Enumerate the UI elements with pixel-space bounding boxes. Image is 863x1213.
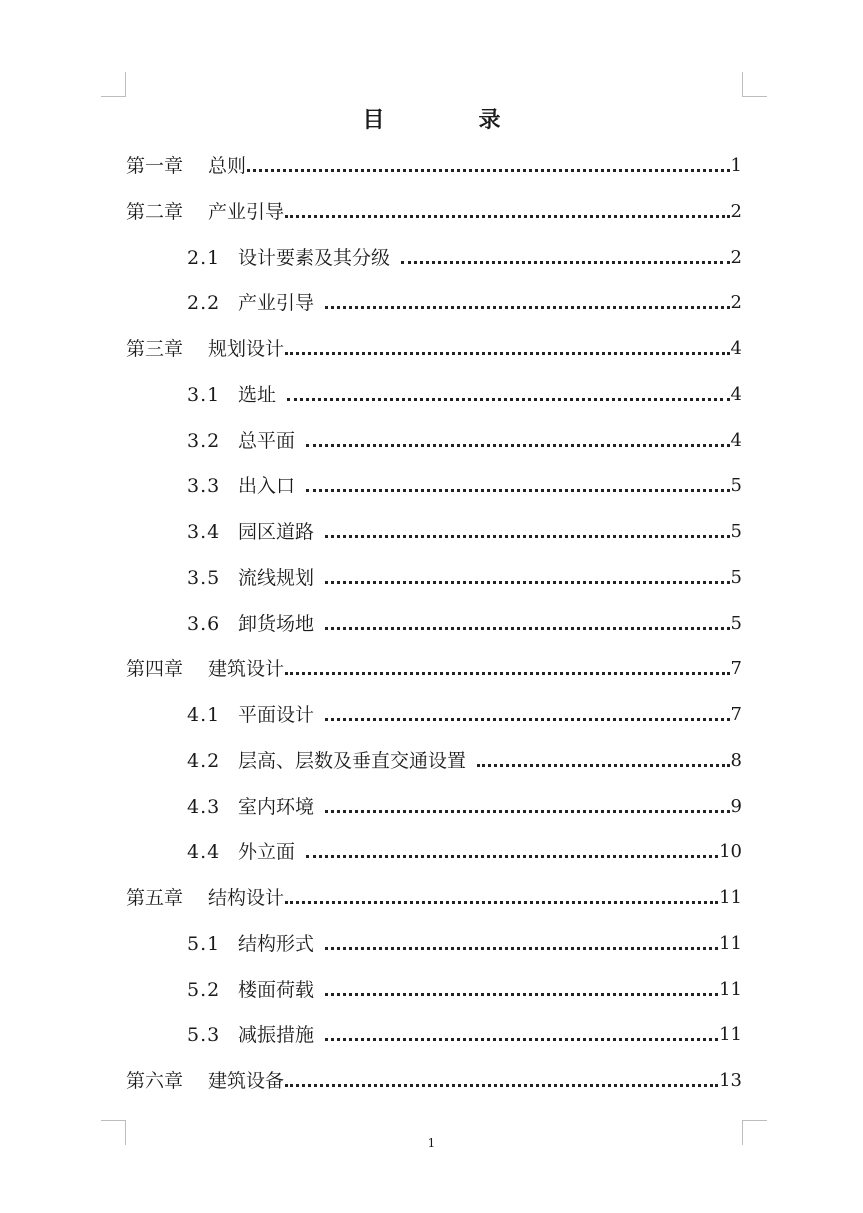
toc-entry-page: 11 — [719, 887, 742, 908]
toc-entry-page: 8 — [730, 749, 742, 771]
toc-entry[interactable] — [187, 743, 742, 773]
toc-entry-label: 总则 — [208, 155, 247, 177]
toc-dot-leader — [306, 489, 730, 492]
toc-dot-leader — [285, 215, 730, 218]
toc-dot-leader — [477, 764, 730, 767]
toc-dot-leader — [325, 627, 730, 630]
toc-entry-label: 卸货场地 — [238, 612, 315, 635]
toc-entry[interactable] — [187, 606, 742, 636]
toc-entry-label: 园区道路 — [238, 521, 315, 543]
toc-entry-label: 层高、层数及垂直交通设置 — [238, 749, 467, 772]
toc-dot-leader — [306, 444, 730, 447]
toc-entry[interactable] — [187, 926, 742, 956]
toc-entry[interactable] — [187, 560, 742, 590]
toc-entry-page: 11 — [719, 932, 742, 954]
toc-entry-number: 2.2 — [187, 292, 221, 315]
toc-dot-leader — [325, 1038, 718, 1041]
toc-entry-page: 13 — [719, 1070, 742, 1091]
toc-entry-number: 3.5 — [187, 566, 221, 589]
toc-entry-number: 3.6 — [187, 612, 221, 635]
toc-entry[interactable] — [187, 972, 742, 1002]
toc-entry-number: 第五章 — [126, 887, 184, 909]
toc-entry[interactable] — [126, 148, 742, 178]
toc-entry-number: 5.3 — [187, 1024, 221, 1047]
toc-dot-leader — [325, 947, 718, 950]
toc-entry-page: 4 — [730, 383, 742, 405]
toc-entry-number: 3.4 — [187, 521, 221, 543]
toc-dot-leader — [325, 306, 730, 309]
toc-entry[interactable] — [187, 514, 742, 544]
toc-entry[interactable] — [126, 194, 742, 224]
toc-entry-number: 4.4 — [187, 841, 221, 864]
toc-entry-label: 出入口 — [238, 475, 296, 498]
toc-entry-label: 建筑设计 — [208, 658, 285, 681]
toc-entry-label: 设计要素及其分级 — [238, 246, 391, 269]
toc-entry-page: 2 — [730, 246, 742, 268]
toc-entry-number: 4.2 — [187, 749, 221, 772]
toc-entry[interactable] — [187, 1017, 742, 1047]
toc-entry[interactable] — [187, 789, 742, 819]
toc-entry-label: 建筑设备 — [208, 1070, 285, 1092]
toc-entry-page: 4 — [730, 429, 742, 451]
toc-dot-leader — [306, 855, 718, 858]
page-title: 目 录 — [362, 107, 537, 133]
toc-entry[interactable] — [187, 377, 742, 407]
toc-entry-page: 2 — [730, 200, 742, 222]
toc-entry[interactable] — [126, 880, 742, 910]
toc-dot-leader — [325, 581, 730, 584]
toc-dot-leader — [285, 901, 718, 904]
toc-entry-label: 平面设计 — [238, 704, 315, 726]
toc-entry[interactable] — [126, 651, 742, 681]
toc-dot-leader — [285, 672, 730, 675]
toc-entry-page: 5 — [730, 566, 742, 588]
toc-entry-page: 11 — [719, 978, 742, 1000]
toc-entry-number: 3.1 — [187, 383, 221, 406]
toc-entry-number: 5.1 — [187, 932, 221, 955]
toc-entry-number: 2.1 — [187, 246, 221, 269]
toc-entry-number: 第三章 — [126, 338, 184, 360]
toc-dot-leader — [287, 398, 730, 401]
toc-entry-page: 7 — [730, 658, 742, 680]
toc-dot-leader — [247, 169, 730, 172]
toc-entry[interactable] — [126, 1063, 742, 1093]
toc-entry[interactable] — [187, 697, 742, 727]
toc-entry-page: 11 — [719, 1024, 742, 1046]
toc-entry-number: 3.2 — [187, 429, 221, 452]
toc-entry-number: 第二章 — [126, 200, 184, 223]
toc-entry[interactable] — [187, 240, 742, 270]
toc-entry-label: 结构形式 — [238, 932, 315, 955]
toc-entry-number: 第一章 — [126, 155, 184, 177]
toc-entry-label: 产业引导 — [238, 292, 315, 315]
toc-entry[interactable] — [187, 423, 742, 453]
toc-dot-leader — [285, 1084, 718, 1087]
toc-entry-page: 4 — [730, 338, 742, 359]
toc-entry-label: 总平面 — [238, 429, 296, 452]
toc-entry[interactable] — [126, 331, 742, 361]
toc-entry-page: 7 — [730, 704, 742, 725]
toc-entry-label: 产业引导 — [208, 200, 285, 223]
toc-entry-page: 9 — [730, 795, 742, 817]
toc-entry-page: 1 — [730, 155, 742, 176]
toc-entry-number: 5.2 — [187, 978, 221, 1001]
toc-entry-number: 3.3 — [187, 475, 221, 498]
toc-dot-leader — [401, 261, 730, 264]
toc-entry-number: 第四章 — [126, 658, 184, 681]
toc-entry-label: 结构设计 — [208, 887, 285, 909]
toc-entry-page: 5 — [730, 521, 742, 542]
toc-entry-label: 流线规划 — [238, 566, 315, 589]
toc-entry-label: 室内环境 — [238, 795, 315, 818]
toc-entry-page: 5 — [730, 475, 742, 497]
toc-dot-leader — [325, 718, 730, 721]
toc-entry-number: 4.3 — [187, 795, 221, 818]
toc-entry-label: 外立面 — [238, 841, 296, 864]
toc-entry-page: 5 — [730, 612, 742, 634]
toc-dot-leader — [325, 993, 718, 996]
toc-entry-label: 减振措施 — [238, 1024, 315, 1047]
toc-entry-label: 规划设计 — [208, 338, 285, 360]
toc-dot-leader — [325, 810, 730, 813]
toc-entry-page: 10 — [719, 841, 742, 863]
toc-entry-number: 4.1 — [187, 704, 221, 726]
toc-entry-label: 楼面荷载 — [238, 978, 315, 1001]
toc-entry[interactable] — [187, 834, 742, 864]
toc-entry[interactable] — [187, 468, 742, 498]
toc-entry-label: 选址 — [238, 383, 277, 406]
page-number: 1 — [427, 1136, 436, 1150]
toc-entry-number: 第六章 — [126, 1070, 184, 1092]
toc-dot-leader — [325, 535, 730, 538]
toc-entry[interactable] — [187, 285, 742, 315]
toc-entry-page: 2 — [730, 292, 742, 314]
toc-dot-leader — [285, 352, 730, 355]
